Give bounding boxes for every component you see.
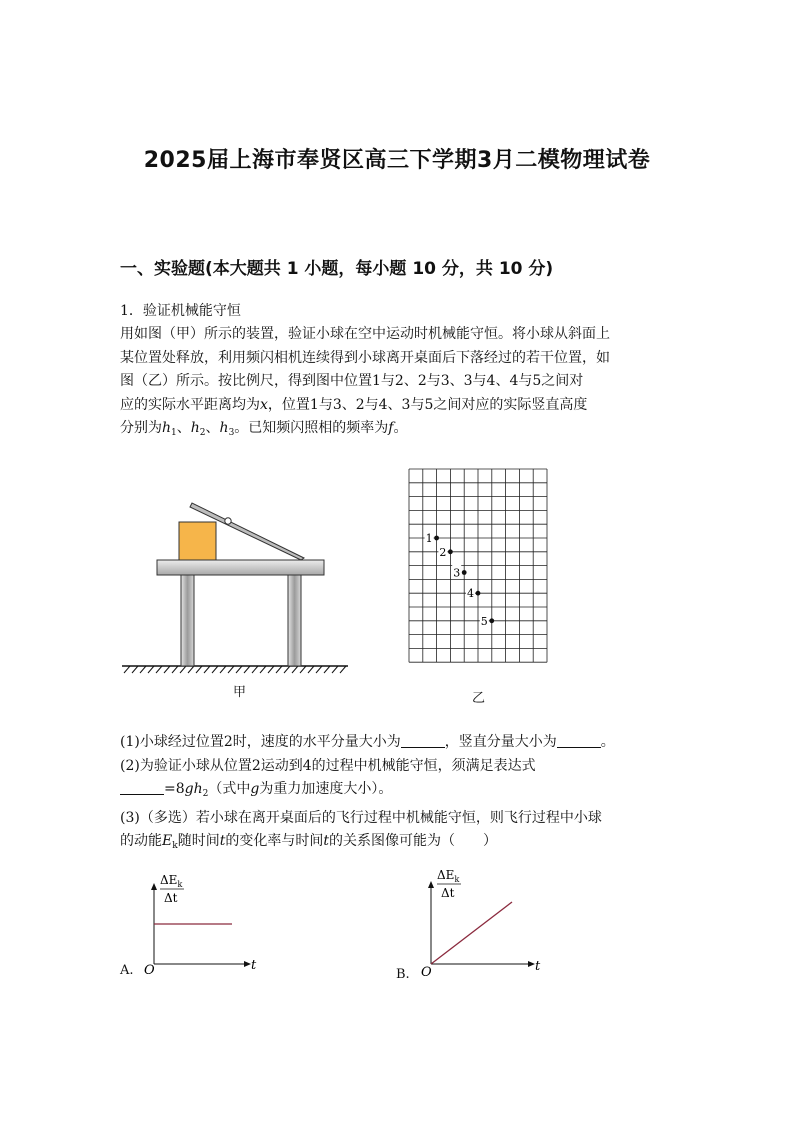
- q2-line-1: (2)为验证小球从位置2运动到4的过程中机械能守恒，须满足表达式: [120, 757, 536, 774]
- option-a-label[interactable]: A.: [120, 963, 134, 978]
- intro-line-3: 图（乙）所示。按比例尺，得到图中位置1与2、2与3、3与4、4与5之间对: [120, 373, 584, 389]
- intro-line-4: 应的实际水平距离均为x，位置1与3、2与4、3与5之间对应的实际竖直高度: [120, 396, 588, 413]
- figure-jia-apparatus: [118, 495, 358, 680]
- trajectory-point-label-4: 4: [467, 587, 474, 601]
- figure-yi-grid: [405, 466, 555, 668]
- option-b-ylabel-den: Δt: [441, 886, 455, 900]
- intro-line-2: 某位置处释放，利用频闪相机连续得到小球离开桌面后下落经过的若干位置，如: [120, 349, 610, 366]
- option-a-origin: O: [144, 963, 155, 978]
- q3-line-2: 的动能$E_k$随时间t的变化率与时间t的关系图像可能为（ ）: [120, 833, 497, 851]
- trajectory-point-label-3: 3: [453, 566, 461, 580]
- option-b-graph[interactable]: [394, 860, 554, 980]
- option-b-ylabel-num: $\Delta E_k$: [437, 868, 460, 884]
- q1-blank-horizontal[interactable]: [401, 733, 445, 748]
- q2-line-2: $=8gh_2$（式中g为重力加速度大小）。: [120, 778, 680, 807]
- intro-line-1: 用如图（甲）所示的装置，验证小球在空中运动时机械能守恒。将小球从斜面上: [120, 326, 610, 342]
- question-intro: [120, 323, 680, 446]
- trajectory-point-label-2: 2: [439, 545, 447, 559]
- q3-line-1: (3)（多选）若小球在离开桌面后的飞行过程中机械能守恒，则飞行过程中小球: [120, 809, 602, 826]
- option-a-ylabel-den: Δt: [164, 891, 178, 905]
- trajectory-point-4: [476, 591, 481, 596]
- q1-text: (1)小球经过位置2时，速度的水平分量大小为 ，竖直分量大小为 。: [120, 734, 615, 750]
- intro-line-5: 分别为$h_1$、$h_2$、$h_3$。已知频闪照相的频率为f。: [120, 420, 408, 438]
- trajectory-point-label-1: 1: [425, 532, 433, 545]
- option-a-graph[interactable]: [118, 868, 268, 983]
- option-a-ylabel-num: $\Delta E_k$: [160, 873, 183, 889]
- trajectory-point-label-5: 5: [480, 614, 488, 628]
- option-b-origin: O: [421, 965, 432, 980]
- figure-yi-caption: 乙: [472, 691, 486, 706]
- q1-blank-vertical[interactable]: [557, 733, 601, 748]
- page-title: 2025届上海市奉贤区高三下学期3月二模物理试卷: [143, 148, 651, 173]
- trajectory-point-5: [489, 618, 494, 623]
- question-heading: 1．验证机械能守恒: [120, 303, 241, 319]
- sub-questions: [120, 731, 680, 859]
- q2-blank-expression[interactable]: [120, 780, 164, 795]
- option-b-label[interactable]: B.: [396, 967, 410, 982]
- section-heading: 一、实验题(本大题共 1 小题，每小题 10 分，共 10 分): [120, 259, 554, 279]
- figure-jia-caption: 甲: [233, 685, 247, 700]
- option-b-xlabel: t: [535, 959, 541, 974]
- option-a-xlabel: t: [251, 958, 257, 973]
- option-b-curve: [431, 902, 512, 964]
- trajectory-point-3: [462, 570, 467, 575]
- trajectory-point-1: [434, 536, 439, 541]
- trajectory-point-2: [448, 549, 453, 554]
